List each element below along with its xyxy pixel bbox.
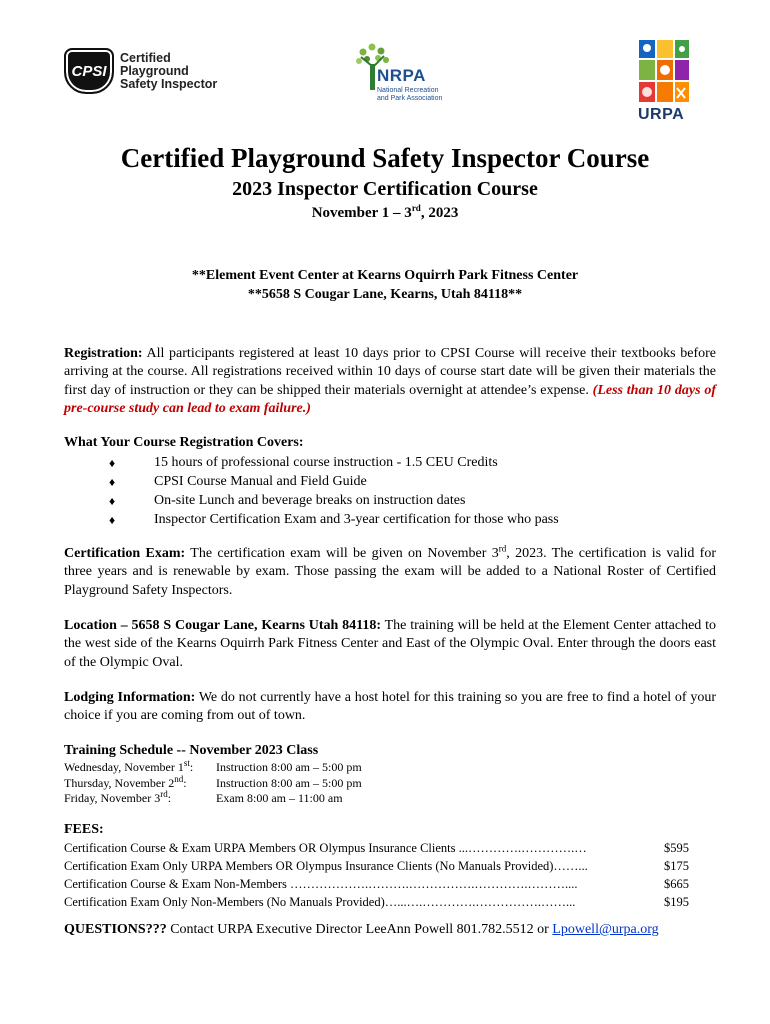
exam-label: Certification Exam: xyxy=(64,546,186,561)
schedule-day-sup: rd xyxy=(160,789,168,800)
fee-amount: $175 xyxy=(664,859,689,874)
schedule-day: Wednesday, November 1st: xyxy=(64,758,194,775)
schedule-day: Thursday, November 2nd: xyxy=(64,773,187,790)
exam-section xyxy=(64,545,716,600)
schedule-day-sup: nd xyxy=(174,773,184,784)
dates-year: , 2023 xyxy=(420,205,459,221)
fee-amount: $665 xyxy=(664,877,689,892)
schedule-day-sup: st xyxy=(183,758,190,769)
registration-label: Registration: xyxy=(64,346,143,361)
schedule-activity: Exam 8:00 am – 11:00 am xyxy=(216,791,343,806)
schedule-table xyxy=(64,760,716,807)
fee-row xyxy=(64,875,689,893)
nrpa-subtitle xyxy=(377,87,442,103)
list-item-text: 15 hours of professional course instruction - 1.5 CEU Credits xyxy=(154,455,498,471)
exam-text-pre: The certification exam will be given on November 3 xyxy=(190,546,499,561)
registration-text: All participants registered at least 10 days prior to CPSI Course will receive their textbooks before arriving at the course. All registrations received within 10 days of course start date will be given their materials the first day of instruction or they can be shipped their materials overnight at attendee’s expense. xyxy=(64,346,716,398)
questions-label: QUESTIONS??? xyxy=(64,922,167,937)
location-section xyxy=(64,617,716,672)
fee-row xyxy=(64,893,689,911)
fee-label: Certification Exam Only Non-Members (No Manuals Provided)…...….………….…………….……... xyxy=(64,895,576,910)
venue-address: **5658 S Cougar Lane, Kearns, Utah 84118** xyxy=(247,287,523,302)
list-item-text: Inspector Certification Exam and 3-year certification for those who pass xyxy=(154,512,559,528)
registration-warning: (Less than 10 days of pre-course study can lead to exam failure.) xyxy=(64,382,716,416)
schedule-day-text: Thursday, November 2 xyxy=(64,775,175,790)
fee-amount: $195 xyxy=(664,895,689,910)
schedule-heading: Training Schedule -- November 2023 Class xyxy=(64,743,319,758)
questions-text: Contact URPA Executive Director LeeAnn Powell 801.782.5512 or xyxy=(170,922,549,937)
cpsi-line2: Playground xyxy=(120,63,189,78)
list-item xyxy=(64,492,716,511)
page-title: Certified Playground Safety Inspector Course xyxy=(120,143,650,173)
schedule-row xyxy=(64,760,716,776)
diamond-bullet-icon: ♦ xyxy=(109,494,116,509)
schedule-day-text: Friday, November 3 xyxy=(64,791,161,806)
list-item xyxy=(64,454,716,473)
dates-text: November 1 – 3 xyxy=(311,205,412,221)
fees-section xyxy=(64,821,689,911)
fee-label: Certification Exam Only URPA Members OR Olympus Insurance Clients (No Manuals Provided)……... xyxy=(64,859,588,874)
covers-heading: What Your Course Registration Covers: xyxy=(64,435,304,450)
location-label: Location – 5658 S Cougar Lane, Kearns Utah 84118: xyxy=(64,618,382,633)
urpa-logo xyxy=(637,38,693,128)
cpsi-line1: Certified xyxy=(120,50,171,65)
nrpa-wordmark: NRPA xyxy=(377,66,426,85)
cpsi-badge: CPSI xyxy=(64,48,114,94)
list-item xyxy=(64,511,716,530)
lodging-section xyxy=(64,689,716,726)
fee-label: Certification Course & Exam URPA Members OR Olympus Insurance Clients ...………….………….… xyxy=(64,841,587,856)
list-item xyxy=(64,473,716,492)
nrpa-logo xyxy=(353,42,453,112)
logo-bar xyxy=(0,38,770,128)
schedule-row xyxy=(64,791,716,807)
urpa-wordmark: URPA xyxy=(638,106,685,123)
schedule-day: Friday, November 3rd: xyxy=(64,789,172,806)
questions-section xyxy=(64,921,716,939)
fee-label: Certification Course & Exam Non-Members ……………….……….…………….………….……….... xyxy=(64,877,578,892)
lodging-label: Lodging Information: xyxy=(64,690,196,705)
exam-sup: rd xyxy=(498,543,507,554)
cpsi-line3: Safety Inspector xyxy=(120,76,218,91)
schedule-activity: Instruction 8:00 am – 5:00 pm xyxy=(216,760,362,775)
fee-row xyxy=(64,857,689,875)
location-text: The training will be held at the Element Center attached to the west side of the Kearns Oquirrh Park Fitness Center and East of the Olympic Oval. Enter through the doors east of the Olympic Oval. xyxy=(64,618,716,670)
dates-sup: rd xyxy=(411,203,421,213)
nrpa-sub-line1: National Recreation xyxy=(377,87,439,94)
fee-amount: $595 xyxy=(664,841,689,856)
venue-block xyxy=(0,266,770,304)
list-item-text: CPSI Course Manual and Field Guide xyxy=(154,474,367,490)
registration-section xyxy=(64,345,716,418)
covers-section xyxy=(64,434,716,530)
contact-email-link[interactable]: Lpowell@urpa.org xyxy=(552,922,659,937)
course-subtitle: 2023 Inspector Certification Course xyxy=(232,178,538,200)
cpsi-logo xyxy=(64,48,217,94)
schedule-section xyxy=(64,742,716,807)
course-dates xyxy=(0,205,770,222)
urpa-mosaic-icon xyxy=(637,38,691,104)
covers-list xyxy=(64,454,716,530)
nrpa-sub-line2: and Park Association xyxy=(377,95,443,102)
cpsi-logo-text xyxy=(120,52,217,91)
exam-text-post: , 2023. The certification is valid for three years and is renewable by exam. Those passing the exam will be added to a National Roster of Certified Playground Safety Inspectors. xyxy=(64,546,717,598)
fees-table xyxy=(64,839,689,911)
schedule-day-text: Wednesday, November 1 xyxy=(64,760,184,775)
document-header xyxy=(0,143,770,174)
venue-name: **Element Event Center at Kearns Oquirrh Park Fitness Center xyxy=(191,268,579,283)
diamond-bullet-icon: ♦ xyxy=(109,513,116,528)
diamond-bullet-icon: ♦ xyxy=(109,456,116,471)
fees-heading: FEES: xyxy=(64,822,104,837)
lodging-text: We do not currently have a host hotel for this training so you are free to find a hotel of your choice if you are coming from out of town. xyxy=(64,690,717,724)
list-item-text: On-site Lunch and beverage breaks on instruction dates xyxy=(154,493,466,509)
schedule-activity: Instruction 8:00 am – 5:00 pm xyxy=(216,775,362,790)
fee-row xyxy=(64,839,689,857)
diamond-bullet-icon: ♦ xyxy=(109,475,116,490)
